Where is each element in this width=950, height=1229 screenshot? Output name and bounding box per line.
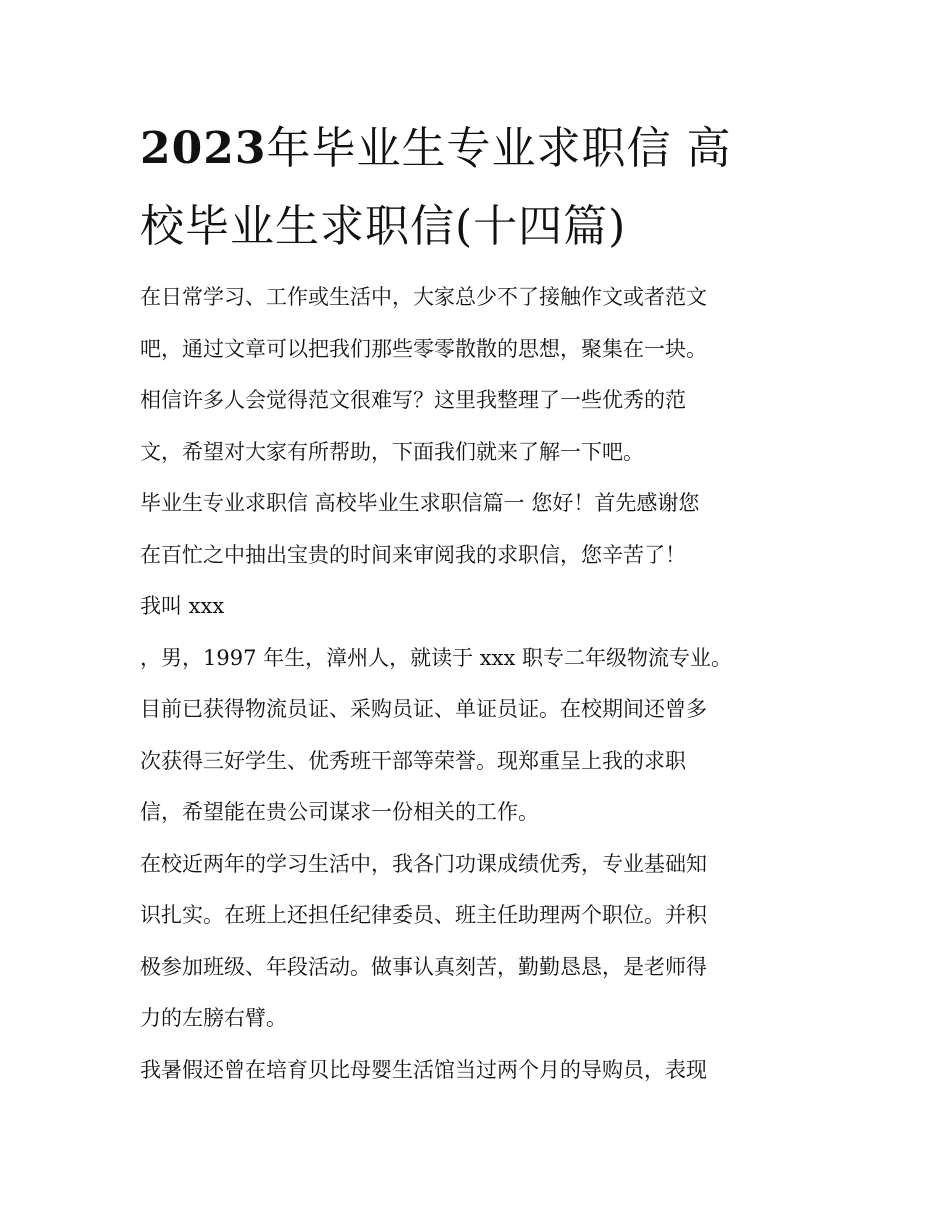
document-page xyxy=(140,110,820,1096)
document-body xyxy=(140,272,820,1096)
body-line: 信，希望能在贵公司谋求一份相关的工作。 xyxy=(140,800,539,824)
body-line: 次获得三好学生、优秀班干部等荣誉。现郑重呈上我的求职 xyxy=(140,748,686,773)
title-line2: 校毕业生求职信(十四篇) xyxy=(140,201,627,252)
title-year: 2023 xyxy=(140,123,267,174)
body-line: 相信许多人会觉得范文很难写？这里我整理了一些优秀的范 xyxy=(140,388,686,412)
body-line: 识扎实。在班上还担任纪律委员、班主任助理两个职位。并积 xyxy=(140,903,707,927)
body-line: ，男，1997 年生，漳州人，就读于 xxx 职专二年级物流专业。 xyxy=(140,645,732,670)
body-line: 在日常学习、工作或生活中，大家总少不了接触作文或者范文 xyxy=(140,285,707,309)
body-line: 毕业生专业求职信 高校毕业生求职信篇一 您好！首先感谢您 xyxy=(140,491,700,515)
body-line: 我暑假还曾在培育贝比母婴生活馆当过两个月的导购员，表现 xyxy=(140,1057,707,1082)
title-line1-rest: 年毕业生专业求职信 高 xyxy=(266,123,732,174)
document-title xyxy=(140,110,820,266)
body-line: 我叫 xxx xyxy=(140,594,225,618)
body-line: 目前已获得物流员证、采购员证、单证员证。在校期间还曾多 xyxy=(140,697,707,721)
body-line: 极参加班级、年段活动。做事认真刻苦，勤勤恳恳，是老师得 xyxy=(140,954,707,979)
body-line: 吧，通过文章可以把我们那些零零散散的思想，聚集在一块。 xyxy=(140,336,707,361)
body-line: 力的左膀右臂。 xyxy=(140,1006,287,1030)
body-line: 文，希望对大家有所帮助，下面我们就来了解一下吧。 xyxy=(140,439,644,464)
body-line: 在校近两年的学习生活中，我各门功课成绩优秀，专业基础知 xyxy=(140,851,707,876)
body-line: 在百忙之中抽出宝贵的时间来审阅我的求职信，您辛苦了！ xyxy=(140,542,686,567)
